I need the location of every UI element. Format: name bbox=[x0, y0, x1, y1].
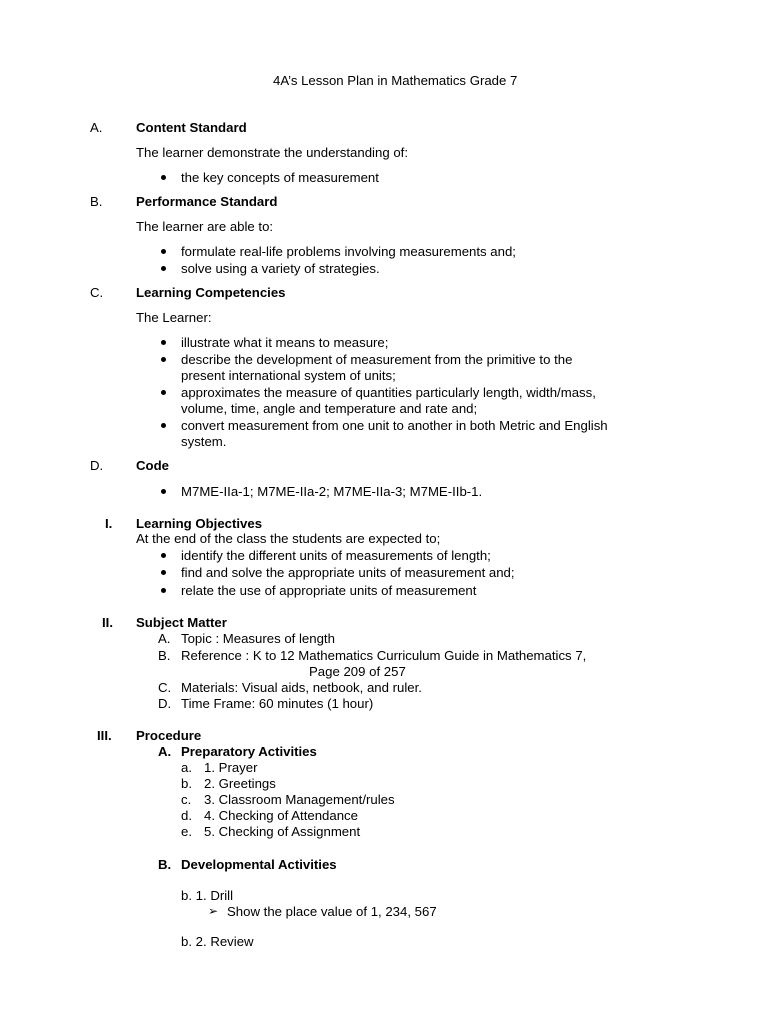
list-item-continuation: volume, time, angle and temperature and rate and; bbox=[181, 401, 478, 416]
list-marker: A. bbox=[158, 631, 171, 646]
list-item: Reference : K to 12 Mathematics Curriculum Guide in Mathematics 7, bbox=[181, 648, 587, 663]
list-item: formulate real-life problems involving measurements and; bbox=[181, 244, 516, 259]
arrow-bullet-icon: ➢ bbox=[208, 904, 219, 918]
bullet-icon bbox=[161, 489, 166, 494]
roman-i-intro: At the end of the class the students are expected to; bbox=[136, 531, 441, 546]
bullet-icon bbox=[161, 340, 166, 345]
list-item: the key concepts of measurement bbox=[181, 170, 379, 185]
bullet-icon bbox=[161, 175, 166, 180]
roman-iii-marker: III. bbox=[97, 728, 112, 743]
list-item: Topic : Measures of length bbox=[181, 631, 335, 646]
list-item: describe the development of measurement from the primitive to the bbox=[181, 352, 573, 367]
list-item: 4. Checking of Attendance bbox=[204, 808, 358, 823]
list-marker: a. bbox=[181, 760, 192, 775]
drill-label: b. 1. Drill bbox=[181, 888, 234, 903]
list-item: convert measurement from one unit to another in both Metric and English bbox=[181, 418, 608, 433]
subsection-a-marker: A. bbox=[158, 744, 172, 759]
list-item-continuation: present international system of units; bbox=[181, 368, 396, 383]
list-item: 5. Checking of Assignment bbox=[204, 824, 361, 839]
bullet-icon bbox=[161, 249, 166, 254]
list-item: solve using a variety of strategies. bbox=[181, 261, 380, 276]
roman-i-marker: I. bbox=[105, 516, 113, 531]
list-item: find and solve the appropriate units of measurement and; bbox=[181, 565, 515, 580]
bullet-icon bbox=[161, 390, 166, 395]
list-item: 1. Prayer bbox=[204, 760, 258, 775]
list-item: illustrate what it means to measure; bbox=[181, 335, 389, 350]
section-c-heading: Learning Competencies bbox=[136, 285, 286, 300]
list-marker: C. bbox=[158, 680, 172, 695]
list-item: approximates the measure of quantities particularly length, width/mass, bbox=[181, 385, 596, 400]
list-item: M7ME-IIa-1; M7ME-IIa-2; M7ME-IIa-3; M7ME-IIb-1. bbox=[181, 484, 483, 499]
list-marker: b. bbox=[181, 776, 192, 791]
roman-i-heading: Learning Objectives bbox=[136, 516, 263, 531]
list-item: 3. Classroom Management/rules bbox=[204, 792, 395, 807]
list-item: Materials: Visual aids, netbook, and ruler. bbox=[181, 680, 422, 695]
list-item: relate the use of appropriate units of measurement bbox=[181, 583, 477, 598]
section-b-intro: The learner are able to: bbox=[136, 219, 274, 234]
section-d-marker: D. bbox=[90, 458, 104, 473]
section-c-marker: C. bbox=[90, 285, 104, 300]
subsection-b-heading: Developmental Activities bbox=[181, 857, 337, 872]
section-b-heading: Performance Standard bbox=[136, 194, 278, 209]
list-marker: e. bbox=[181, 824, 192, 839]
section-b-marker: B. bbox=[90, 194, 103, 209]
bullet-icon bbox=[161, 266, 166, 271]
bullet-icon bbox=[161, 423, 166, 428]
roman-iii-heading: Procedure bbox=[136, 728, 202, 743]
bullet-icon bbox=[161, 588, 166, 593]
section-a-intro: The learner demonstrate the understanding of: bbox=[136, 145, 408, 160]
document-title: 4A’s Lesson Plan in Mathematics Grade 7 bbox=[273, 73, 518, 88]
subsection-a-heading: Preparatory Activities bbox=[181, 744, 317, 759]
roman-ii-marker: II. bbox=[102, 615, 113, 630]
list-marker: D. bbox=[158, 696, 172, 711]
section-a-marker: A. bbox=[90, 120, 103, 135]
drill-item: Show the place value of 1, 234, 567 bbox=[227, 904, 437, 919]
list-item: identify the different units of measurements of length; bbox=[181, 548, 491, 563]
section-a-heading: Content Standard bbox=[136, 120, 247, 135]
list-marker: c. bbox=[181, 792, 192, 807]
review-label: b. 2. Review bbox=[181, 934, 254, 949]
bullet-icon bbox=[161, 570, 166, 575]
bullet-icon bbox=[161, 357, 166, 362]
list-item: 2. Greetings bbox=[204, 776, 276, 791]
section-c-intro: The Learner: bbox=[136, 310, 212, 325]
list-marker: B. bbox=[158, 648, 171, 663]
list-item: Time Frame: 60 minutes (1 hour) bbox=[181, 696, 374, 711]
roman-ii-heading: Subject Matter bbox=[136, 615, 227, 630]
list-item-continuation: Page 209 of 257 bbox=[309, 664, 406, 679]
subsection-b-marker: B. bbox=[158, 857, 172, 872]
list-marker: d. bbox=[181, 808, 192, 823]
bullet-icon bbox=[161, 553, 166, 558]
list-item-continuation: system. bbox=[181, 434, 227, 449]
section-d-heading: Code bbox=[136, 458, 169, 473]
